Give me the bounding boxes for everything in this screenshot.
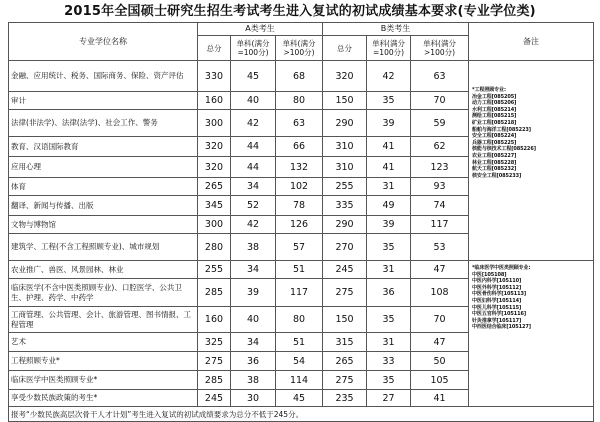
score-requirements-table — [8, 22, 594, 422]
score-cell-a-single-over100: 45 — [276, 390, 323, 407]
score-cell-b-single100: 36 — [367, 279, 411, 307]
remark-line: 航天工程[085232] — [472, 166, 517, 173]
score-cell-a-total: 275 — [198, 352, 231, 371]
remark-line: 中医妇科学[105114] — [472, 297, 522, 304]
score-cell-b-total: 310 — [323, 137, 367, 157]
score-cell-a-single100: 44 — [231, 137, 276, 157]
score-cell-b-single100: 49 — [367, 196, 411, 216]
remark-line: 核能与核技术工程[085226] — [472, 146, 536, 153]
score-cell-a-single100: 34 — [231, 261, 276, 279]
score-cell-a-single-over100: 51 — [276, 333, 323, 352]
remark-line: 兵器工程[085225] — [472, 139, 517, 146]
score-cell-a-single-over100: 54 — [276, 352, 323, 371]
score-cell-a-single-over100: 68 — [276, 61, 323, 92]
page-title: 2015年全国硕士研究生招生考试考生进入复试的初试成绩基本要求(专业学位类) — [64, 4, 536, 19]
score-cell-b-total: 315 — [323, 333, 367, 352]
score-cell-b-total: 245 — [323, 261, 367, 279]
score-cell-a-total: 160 — [198, 92, 231, 110]
score-cell-a-single-over100: 114 — [276, 371, 323, 390]
remarks-tcm-cell — [469, 261, 594, 407]
score-cell-a-total: 320 — [198, 137, 231, 157]
remark-line: 中医外科学[105112] — [472, 284, 522, 291]
score-cell-a-single-over100: 102 — [276, 178, 323, 196]
score-cell-b-total: 290 — [323, 110, 367, 137]
footer-row — [9, 407, 594, 422]
major-name-cell: 审计 — [9, 92, 198, 110]
score-cell-b-single-over100: 62 — [411, 137, 469, 157]
score-cell-b-single100: 31 — [367, 333, 411, 352]
score-cell-b-single100: 35 — [367, 307, 411, 333]
score-cell-b-single-over100: 41 — [411, 390, 469, 407]
score-cell-b-total: 265 — [323, 352, 367, 371]
score-cell-a-total: 300 — [198, 216, 231, 234]
major-name-cell: 翻译、新闻与传播、出版 — [9, 196, 198, 216]
header-b-total: 总分 — [323, 36, 367, 61]
score-cell-a-total: 300 — [198, 110, 231, 137]
score-cell-a-total: 285 — [198, 371, 231, 390]
score-cell-a-total: 280 — [198, 234, 231, 261]
remark-line: 中医[105108] — [472, 271, 507, 278]
score-cell-b-total: 275 — [323, 371, 367, 390]
score-cell-b-total: 270 — [323, 234, 367, 261]
remark-line: 中医骨伤科学[105113] — [472, 291, 527, 298]
score-cell-b-single100: 39 — [367, 110, 411, 137]
major-name-cell: 金融、应用统计、税务、国际商务、保险、资产评估 — [9, 61, 198, 92]
score-cell-a-total: 245 — [198, 390, 231, 407]
score-cell-b-total: 310 — [323, 157, 367, 178]
remark-line: 动力工程[085206] — [472, 100, 517, 107]
score-cell-a-single100: 42 — [231, 110, 276, 137]
score-cell-b-single100: 35 — [367, 92, 411, 110]
header-major: 专业学位名称 — [9, 23, 198, 61]
score-cell-a-total: 330 — [198, 61, 231, 92]
score-cell-b-single-over100: 53 — [411, 234, 469, 261]
score-cell-b-total: 335 — [323, 196, 367, 216]
score-cell-a-single-over100: 57 — [276, 234, 323, 261]
remark-line: 水利工程[085214] — [472, 106, 517, 113]
major-name-cell: 法律(非法学)、法律(法学)、社会工作、警务 — [9, 110, 198, 137]
score-cell-a-total: 160 — [198, 307, 231, 333]
major-name-cell: 文物与博物馆 — [9, 216, 198, 234]
major-name-cell: 工程照顾专业* — [9, 352, 198, 371]
score-cell-b-single100: 31 — [367, 178, 411, 196]
score-cell-a-single100: 45 — [231, 61, 276, 92]
score-cell-b-single-over100: 59 — [411, 110, 469, 137]
remark-line: 冶金工程[085205] — [472, 93, 517, 100]
remark-line: 安全工程[085224] — [472, 133, 517, 140]
remark-line: 中西医结合临床[105127] — [472, 324, 531, 331]
remark-line: 林业工程[085228] — [472, 159, 517, 166]
score-cell-a-single-over100: 126 — [276, 216, 323, 234]
score-cell-a-single100: 40 — [231, 92, 276, 110]
major-name-cell: 应用心理 — [9, 157, 198, 178]
header-group-a: A类考生 — [198, 23, 323, 36]
score-cell-b-single-over100: 47 — [411, 333, 469, 352]
score-cell-b-single-over100: 50 — [411, 352, 469, 371]
score-cell-a-single-over100: 51 — [276, 261, 323, 279]
score-cell-b-single100: 42 — [367, 61, 411, 92]
score-cell-b-total: 235 — [323, 390, 367, 407]
score-cell-b-single-over100: 105 — [411, 371, 469, 390]
score-cell-b-single-over100: 70 — [411, 92, 469, 110]
score-cell-a-single100: 42 — [231, 216, 276, 234]
score-cell-b-single-over100: 108 — [411, 279, 469, 307]
score-cell-b-single-over100: 47 — [411, 261, 469, 279]
header-a-single100: 单科(满分=100分) — [231, 36, 276, 61]
major-name-cell: 临床医学中医类照顾专业* — [9, 371, 198, 390]
table-row — [9, 61, 594, 92]
header-b-single-over100: 单科(满分>100分) — [411, 36, 469, 61]
major-name-cell: 农业推广、兽医、风景园林、林业 — [9, 261, 198, 279]
remark-line: 船舶与海洋工程[085223] — [472, 126, 531, 133]
header-a-total: 总分 — [198, 36, 231, 61]
score-cell-b-total: 150 — [323, 92, 367, 110]
score-cell-a-single100: 40 — [231, 307, 276, 333]
major-name-cell: 艺术 — [9, 333, 198, 352]
remark-line: 中医内科学[105110] — [472, 278, 522, 285]
score-cell-b-single100: 35 — [367, 234, 411, 261]
score-cell-a-single100: 44 — [231, 157, 276, 178]
score-cell-b-single-over100: 63 — [411, 61, 469, 92]
remark-line: 矿业工程[085218] — [472, 119, 517, 126]
score-cell-b-single100: 39 — [367, 216, 411, 234]
score-cell-a-single-over100: 80 — [276, 92, 323, 110]
header-b-single100: 单科(满分=100分) — [367, 36, 411, 61]
score-cell-b-single100: 31 — [367, 261, 411, 279]
score-cell-a-total: 255 — [198, 261, 231, 279]
footer-note: 报考“少数民族高层次骨干人才计划”考生进入复试的初试成绩要求为总分不低于245分。 — [9, 407, 594, 422]
score-cell-a-single100: 34 — [231, 333, 276, 352]
score-cell-b-single-over100: 74 — [411, 196, 469, 216]
score-cell-a-single-over100: 63 — [276, 110, 323, 137]
score-cell-b-total: 320 — [323, 61, 367, 92]
score-cell-b-total: 255 — [323, 178, 367, 196]
table-row — [9, 261, 594, 279]
score-cell-b-single100: 35 — [367, 371, 411, 390]
score-cell-b-single-over100: 117 — [411, 216, 469, 234]
score-cell-b-total: 150 — [323, 307, 367, 333]
remark-line: 中医五官科学[105116] — [472, 311, 527, 318]
score-cell-a-total: 285 — [198, 279, 231, 307]
score-cell-a-total: 345 — [198, 196, 231, 216]
score-cell-b-single-over100: 93 — [411, 178, 469, 196]
score-cell-a-single100: 30 — [231, 390, 276, 407]
score-cell-b-single100: 27 — [367, 390, 411, 407]
remark-line: 核安全工程[085233] — [472, 172, 522, 179]
score-cell-a-single-over100: 66 — [276, 137, 323, 157]
score-cell-a-single-over100: 80 — [276, 307, 323, 333]
header-group-b: B类考生 — [323, 23, 469, 36]
major-name-cell: 体育 — [9, 178, 198, 196]
score-cell-a-single-over100: 78 — [276, 196, 323, 216]
score-cell-a-single100: 36 — [231, 352, 276, 371]
header-remarks: 备注 — [469, 23, 594, 61]
major-name-cell: 工商管理、公共管理、会计、旅游管理、图书情报、工程管理 — [9, 307, 198, 333]
score-cell-a-single100: 38 — [231, 371, 276, 390]
header-row-groups — [9, 23, 594, 36]
remark-line: 农业工程[085227] — [472, 152, 517, 159]
score-cell-a-total: 265 — [198, 178, 231, 196]
score-cell-a-single-over100: 132 — [276, 157, 323, 178]
remark-line: 测绘工程[085215] — [472, 113, 517, 120]
score-cell-a-single100: 39 — [231, 279, 276, 307]
header-a-single-over100: 单科(满分>100分) — [276, 36, 323, 61]
score-cell-b-single-over100: 123 — [411, 157, 469, 178]
score-cell-a-total: 320 — [198, 157, 231, 178]
remark-line: 中医儿科学[105115] — [472, 304, 522, 311]
score-cell-b-single100: 33 — [367, 352, 411, 371]
score-cell-b-single-over100: 70 — [411, 307, 469, 333]
score-cell-a-single-over100: 117 — [276, 279, 323, 307]
score-cell-b-single100: 41 — [367, 157, 411, 178]
major-name-cell: 建筑学、工程(不含工程照顾专业)、城市规划 — [9, 234, 198, 261]
score-cell-b-single100: 41 — [367, 137, 411, 157]
score-cell-a-single100: 52 — [231, 196, 276, 216]
major-name-cell: 临床医学(不含中医类照顾专业)、口腔医学、公共卫生、护理、药学、中药学 — [9, 279, 198, 307]
remark-line: *工程照顾专业: — [472, 87, 506, 93]
score-cell-b-total: 290 — [323, 216, 367, 234]
score-cell-a-single100: 38 — [231, 234, 276, 261]
score-cell-a-single100: 34 — [231, 178, 276, 196]
remark-line: 针灸推拿学[105117] — [472, 317, 522, 324]
score-cell-a-total: 325 — [198, 333, 231, 352]
major-name-cell: 教育、汉语国际教育 — [9, 137, 198, 157]
remark-line: *临床医学中医类照顾专业: — [472, 265, 531, 271]
remarks-engineering-cell — [469, 61, 594, 261]
score-cell-b-total: 275 — [323, 279, 367, 307]
major-name-cell: 享受少数民族政策的考生* — [9, 390, 198, 407]
